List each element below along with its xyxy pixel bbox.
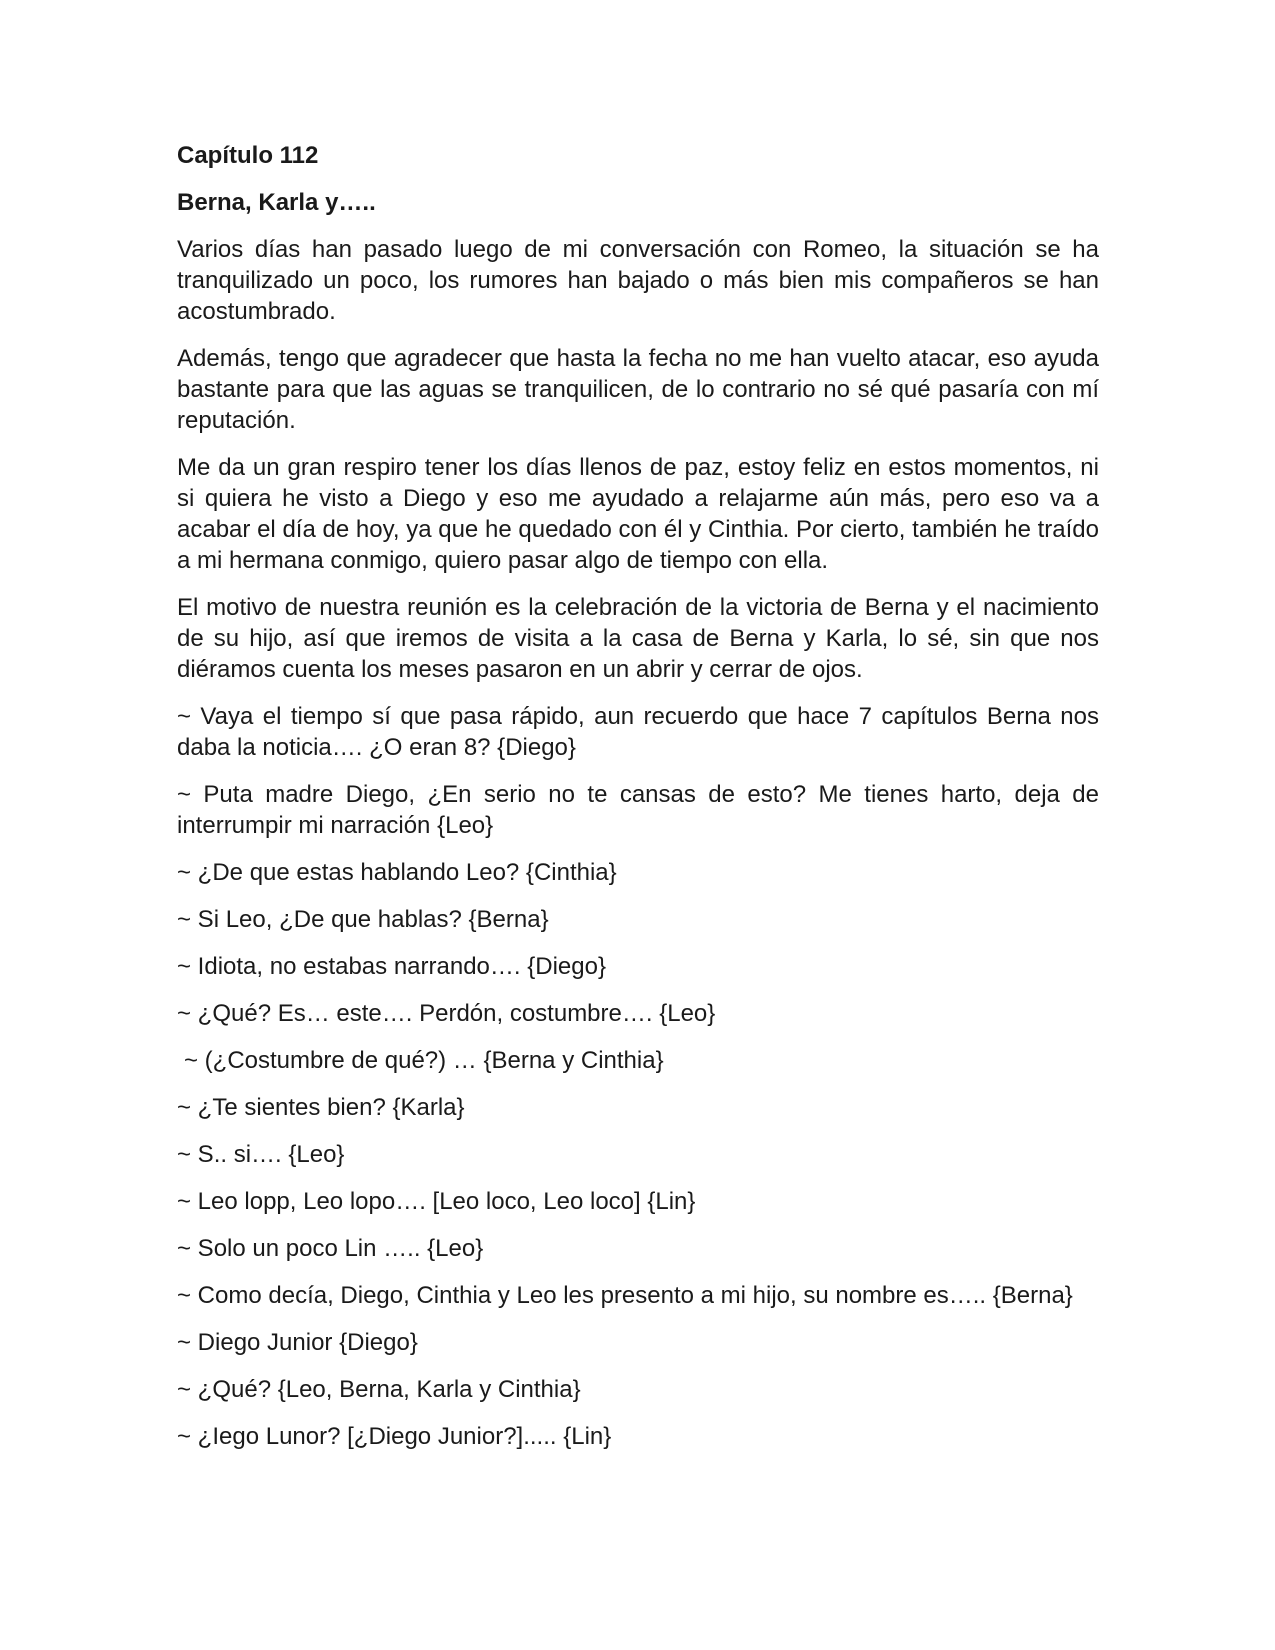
dialogue-line-4: ~ Si Leo, ¿De que hablas? {Berna} [177, 906, 549, 933]
dialogue-line-12: ~ Como decía, Diego, Cinthia y Leo les presento a mi hijo, su nombre es….. {Berna} [177, 1282, 1073, 1309]
dialogue-line-2: ~ Puta madre Diego, ¿En serio no te cansas de esto? Me tienes harto, deja de interrumpir mi narración {Leo} [177, 781, 1099, 839]
dialogue-line-6: ~ ¿Qué? Es… este…. Perdón, costumbre…. {Leo} [177, 1000, 716, 1027]
dialogue-line-5: ~ Idiota, no estabas narrando…. {Diego} [177, 953, 606, 980]
paragraph-2: Además, tengo que agradecer que hasta la fecha no me han vuelto atacar, eso ayuda bastante para que las aguas se tranquilicen, de lo contrario no sé qué pasaría con mí reputación. [177, 345, 1099, 434]
dialogue-line-10: ~ Leo lopp, Leo lopo…. [Leo loco, Leo loco] {Lin} [177, 1188, 696, 1215]
paragraph-4: El motivo de nuestra reunión es la celebración de la victoria de Berna y el nacimiento de su hijo, así que iremos de visita a la casa de Berna y Karla, lo sé, sin que nos diéramos cuenta los meses pasaron en un abrir y cerrar de ojos. [177, 594, 1099, 683]
dialogue-line-11: ~ Solo un poco Lin ….. {Leo} [177, 1235, 484, 1262]
dialogue-line-14: ~ ¿Qué? {Leo, Berna, Karla y Cinthia} [177, 1376, 581, 1403]
dialogue-line-9: ~ S.. si…. {Leo} [177, 1141, 345, 1168]
document-page [177, 140, 1099, 1468]
paragraph-1: Varios días han pasado luego de mi conversación con Romeo, la situación se ha tranquilizado un poco, los rumores han bajado o más bien mis compañeros se han acostumbrado. [177, 236, 1099, 325]
dialogue-line-15: ~ ¿Iego Lunor? [¿Diego Junior?]..... {Lin} [177, 1423, 612, 1450]
paragraph-3: Me da un gran respiro tener los días llenos de paz, estoy feliz en estos momentos, ni si quiera he visto a Diego y eso me ayudado a relajarme aún más, pero eso va a acabar el día de hoy, ya que he quedado con él y Cinthia. Por cierto, también he traído a mi hermana conmigo, quiero pasar algo de tiempo con ella. [177, 454, 1099, 574]
chapter-subtitle: Berna, Karla y….. [177, 189, 376, 216]
chapter-title: Capítulo 112 [177, 142, 319, 169]
dialogue-line-3: ~ ¿De que estas hablando Leo? {Cinthia} [177, 859, 617, 886]
dialogue-line-8: ~ ¿Te sientes bien? {Karla} [177, 1094, 465, 1121]
dialogue-line-1: ~ Vaya el tiempo sí que pasa rápido, aun recuerdo que hace 7 capítulos Berna nos daba la noticia…. ¿O eran 8? {Diego} [177, 703, 1099, 761]
dialogue-line-7: ~ (¿Costumbre de qué?) … {Berna y Cinthia} [184, 1047, 664, 1074]
dialogue-line-13: ~ Diego Junior {Diego} [177, 1329, 418, 1356]
